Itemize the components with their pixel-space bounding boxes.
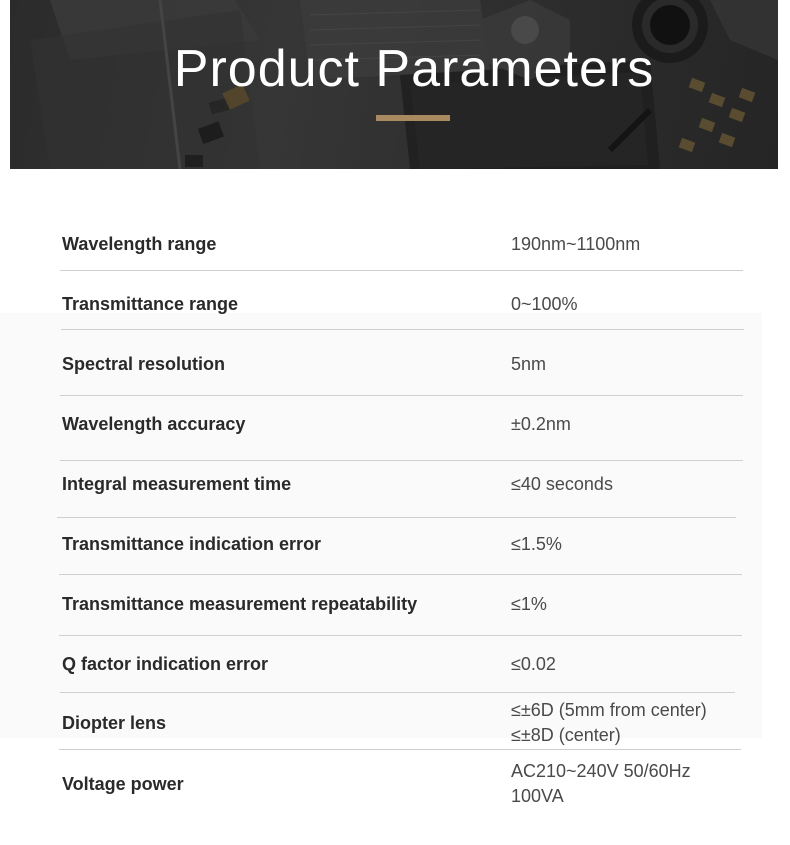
row-divider bbox=[60, 270, 743, 271]
row-divider bbox=[61, 329, 744, 330]
spec-value-line: 5nm bbox=[511, 353, 547, 374]
spec-row-transmittance-indication-error bbox=[60, 514, 743, 574]
spec-label: Transmittance indication error bbox=[62, 533, 322, 554]
spec-value-line: 100VA bbox=[511, 786, 564, 806]
spec-value bbox=[511, 634, 556, 694]
spec-value-line: AC210~240V 50/60Hz bbox=[511, 761, 691, 781]
page-title: Product Parameters bbox=[173, 40, 655, 98]
spec-value-line: 0~100% bbox=[511, 293, 578, 314]
spec-label: Transmittance measurement repeatability bbox=[62, 593, 418, 614]
spec-label: Wavelength accuracy bbox=[62, 413, 246, 434]
spec-value-line: ±0.2nm bbox=[511, 413, 571, 434]
spec-row-wavelength-accuracy bbox=[60, 394, 743, 454]
spec-value bbox=[511, 754, 691, 814]
spec-row-integral-measurement-time bbox=[60, 454, 743, 514]
spec-label: Diopter lens bbox=[62, 712, 167, 733]
spec-row-spectral-resolution bbox=[60, 334, 743, 394]
spec-row-voltage-power bbox=[60, 754, 743, 814]
spec-label: Transmittance range bbox=[62, 293, 239, 314]
title-accent-bar bbox=[376, 115, 450, 121]
spec-value bbox=[511, 694, 707, 752]
spec-row-q-factor-indication-error bbox=[60, 634, 743, 694]
spec-row-transmittance-measurement-repeatability bbox=[60, 574, 743, 634]
spec-value bbox=[511, 214, 640, 274]
spec-label: Voltage power bbox=[62, 773, 184, 794]
spec-value-line: ≤±6D (5mm from center) bbox=[511, 700, 707, 720]
spec-value bbox=[511, 574, 547, 634]
row-divider bbox=[60, 692, 735, 693]
spec-value-line: ≤0.02 bbox=[511, 653, 556, 674]
spec-value bbox=[511, 514, 562, 574]
spec-row-transmittance-range bbox=[60, 274, 743, 334]
spec-value bbox=[511, 274, 578, 334]
spec-value bbox=[511, 394, 571, 454]
spec-value-line: ≤±8D (center) bbox=[511, 725, 621, 745]
spec-label: Q factor indication error bbox=[62, 653, 269, 674]
spec-value-line: 190nm~1100nm bbox=[511, 233, 641, 254]
spec-value-line: ≤40 seconds bbox=[511, 473, 613, 494]
spec-value bbox=[511, 334, 546, 394]
spec-label: Wavelength range bbox=[62, 233, 217, 254]
hero-banner bbox=[10, 0, 778, 169]
spec-row-wavelength-range bbox=[60, 214, 743, 274]
spec-label: Spectral resolution bbox=[62, 353, 226, 374]
spec-row-diopter-lens bbox=[60, 694, 743, 752]
spec-value-line: ≤1.5% bbox=[511, 533, 562, 554]
row-divider bbox=[59, 749, 741, 750]
spec-value-line: ≤1% bbox=[511, 593, 547, 614]
spec-label: Integral measurement time bbox=[62, 473, 292, 494]
spec-value bbox=[511, 454, 613, 514]
